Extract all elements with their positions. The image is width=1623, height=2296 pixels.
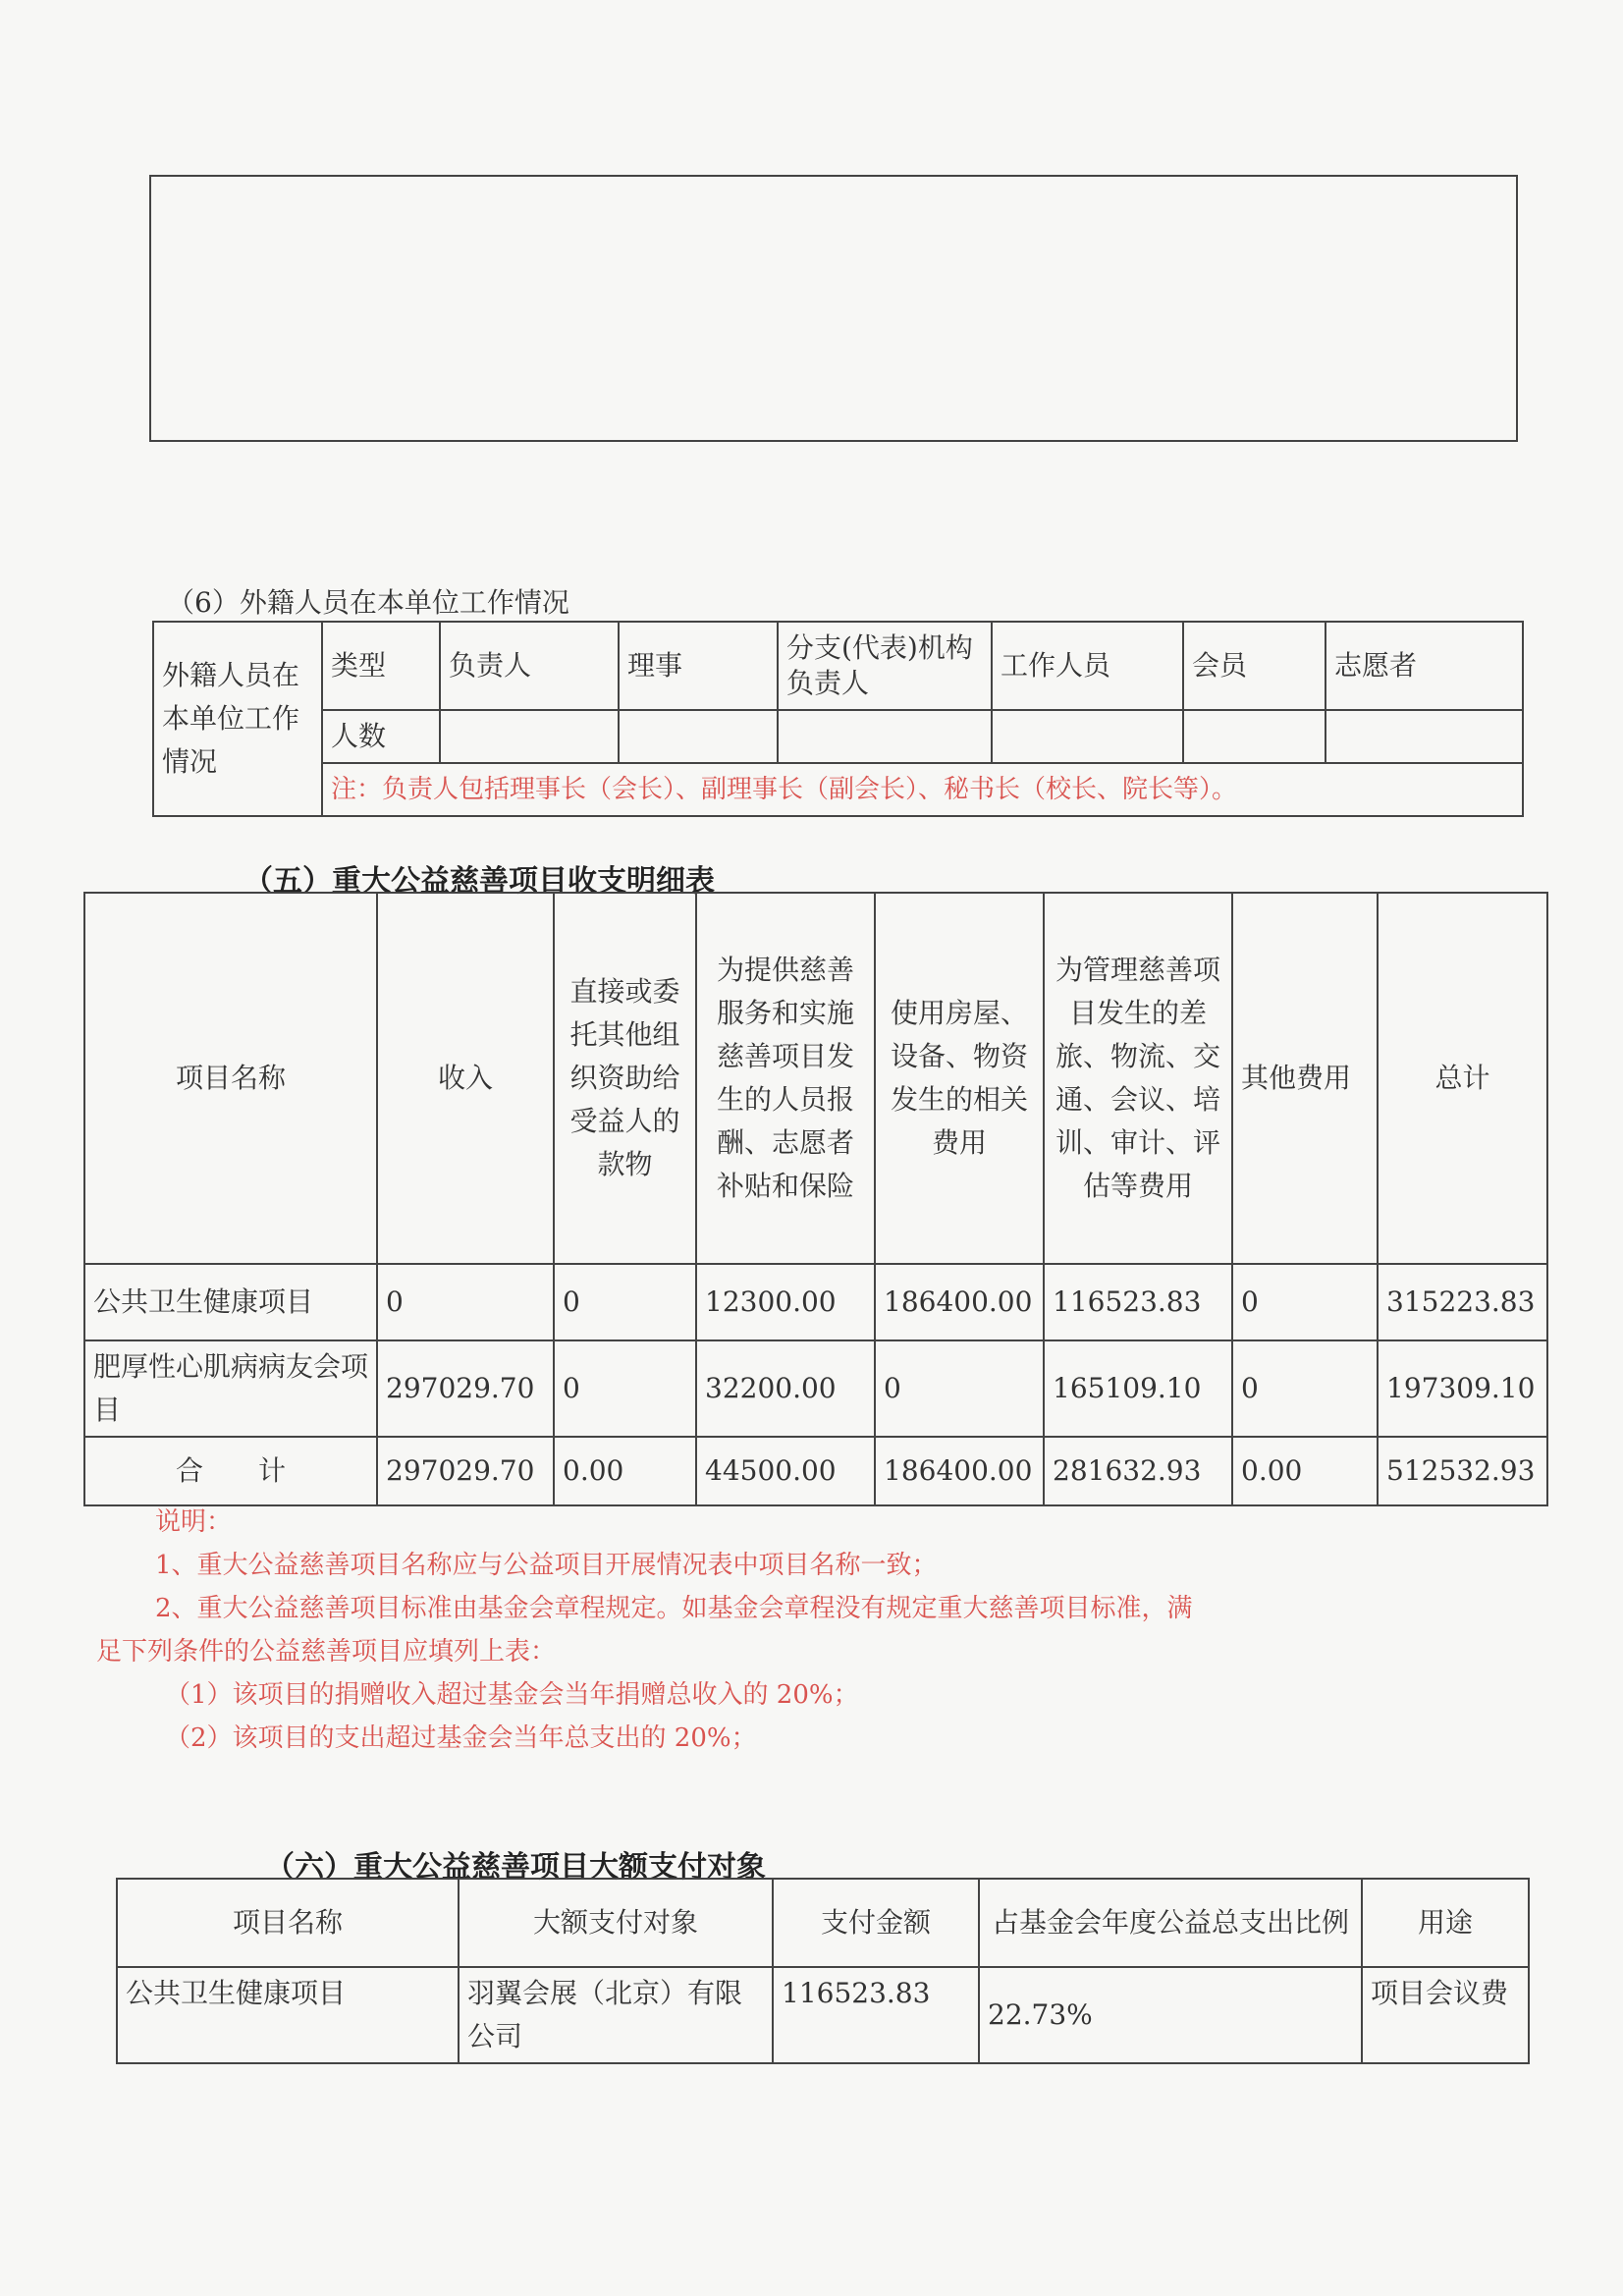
table-cell: 297029.70 (377, 1340, 554, 1437)
section-six-title: （六）重大公益慈善项目大额支付对象 (265, 1850, 766, 1885)
table-cell: 297029.70 (377, 1437, 554, 1505)
col-head: 负责人 (440, 622, 619, 710)
table-cell: 0 (875, 1340, 1044, 1437)
table-cell: 0 (1232, 1340, 1378, 1437)
large-payment-table (116, 1878, 1530, 2064)
table-cell: 0 (1232, 1264, 1378, 1340)
notes-label: 说明： (155, 1507, 233, 1537)
table-cell: 32200.00 (696, 1340, 875, 1437)
col-staff: 工作人员 (992, 622, 1183, 710)
table-cell: 281632.93 (1044, 1437, 1232, 1505)
header-purpose: 用途 (1362, 1879, 1529, 1967)
row-header-cell: 外籍人员在本单位工作情况 (153, 622, 322, 816)
section6-note: 注：负责人包括理事长（会长）、副理事长（副会长）、秘书长（校长、院长等）。 (322, 763, 1523, 816)
table-cell: 公共卫生健康项目 (117, 1967, 459, 2063)
foreign-staff-table (152, 621, 1524, 817)
table-cell: 羽翼会展（北京）有限公司 (459, 1967, 773, 2063)
header-income: 收入 (377, 893, 554, 1264)
table-cell: 肥厚性心肌病病友会项目 (84, 1340, 377, 1437)
col-volunteers: 志愿者 (1325, 622, 1523, 710)
table-cell: 44500.00 (696, 1437, 875, 1505)
empty-text-box (149, 175, 1518, 442)
table-cell: 116523.83 (1044, 1264, 1232, 1340)
header-payee: 大额支付对象 (459, 1879, 773, 1967)
table-cell: 22.73% (979, 1967, 1362, 2063)
section6-title: （6）外籍人员在本单位工作情况 (167, 586, 569, 619)
note-item-2: 2、重大公益慈善项目标准由基金会章程规定。如基金会章程没有规定重大慈善项目标准，满 (155, 1594, 1193, 1623)
table-cell: 512532.93 (1378, 1437, 1547, 1505)
table-cell: 0 (554, 1340, 696, 1437)
table-cell: 165109.10 (1044, 1340, 1232, 1437)
count-cell (992, 710, 1183, 763)
type-label: 类型 (322, 622, 440, 710)
col-board: 理事 (619, 622, 778, 710)
table-cell: 0 (554, 1264, 696, 1340)
notes-block (96, 1501, 1540, 1760)
note-item-2-cont: 足下列条件的公益慈善项目应填列上表： (96, 1637, 557, 1667)
header-other: 其他费用 (1232, 893, 1378, 1264)
note-item-1: 1、重大公益慈善项目名称应与公益项目开展情况表中项目名称一致； (155, 1551, 938, 1580)
col-branch: 分支(代表)机构负责人 (778, 622, 992, 710)
table-cell: 0 (377, 1264, 554, 1340)
col-members: 会员 (1183, 622, 1325, 710)
table-cell: 186400.00 (875, 1437, 1044, 1505)
table-cell: 315223.83 (1378, 1264, 1547, 1340)
header-management: 为管理慈善项目发生的差旅、物流、交通、会议、培训、审计、评估等费用 (1044, 893, 1232, 1264)
table-cell: 0.00 (554, 1437, 696, 1505)
header-ratio: 占基金会年度公益总支出比例 (979, 1879, 1362, 1967)
count-label: 人数 (322, 710, 440, 763)
header-personnel: 为提供慈善服务和实施慈善项目发生的人员报酬、志愿者补贴和保险 (696, 893, 875, 1264)
header-facilities: 使用房屋、设备、物资发生的相关费用 (875, 893, 1044, 1264)
table-cell: 116523.83 (773, 1967, 979, 2063)
table-cell: 12300.00 (696, 1264, 875, 1340)
table-cell: 公共卫生健康项目 (84, 1264, 377, 1340)
header-total: 总计 (1378, 893, 1547, 1264)
table-cell: 186400.00 (875, 1264, 1044, 1340)
table-cell: 197309.10 (1378, 1340, 1547, 1437)
section-five-title: （五）重大公益慈善项目收支明细表 (243, 864, 715, 899)
table-cell: 项目会议费 (1362, 1967, 1529, 2063)
header-project-name: 项目名称 (84, 893, 377, 1264)
header-amount: 支付金额 (773, 1879, 979, 1967)
table-cell: 0.00 (1232, 1437, 1378, 1505)
note-sub-1: （1）该项目的捐赠收入超过基金会当年捐赠总收入的 20%； (165, 1680, 859, 1710)
total-label: 合 计 (84, 1437, 377, 1505)
note-sub-2: （2）该项目的支出超过基金会当年总支出的 20%； (165, 1723, 757, 1753)
count-cell (778, 710, 992, 763)
count-cell (619, 710, 778, 763)
major-projects-table (83, 892, 1548, 1506)
header-project-name: 项目名称 (117, 1879, 459, 1967)
count-cell (1183, 710, 1325, 763)
count-cell (440, 710, 619, 763)
header-direct-aid: 直接或委托其他组织资助给受益人的款物 (554, 893, 696, 1264)
count-cell (1325, 710, 1523, 763)
